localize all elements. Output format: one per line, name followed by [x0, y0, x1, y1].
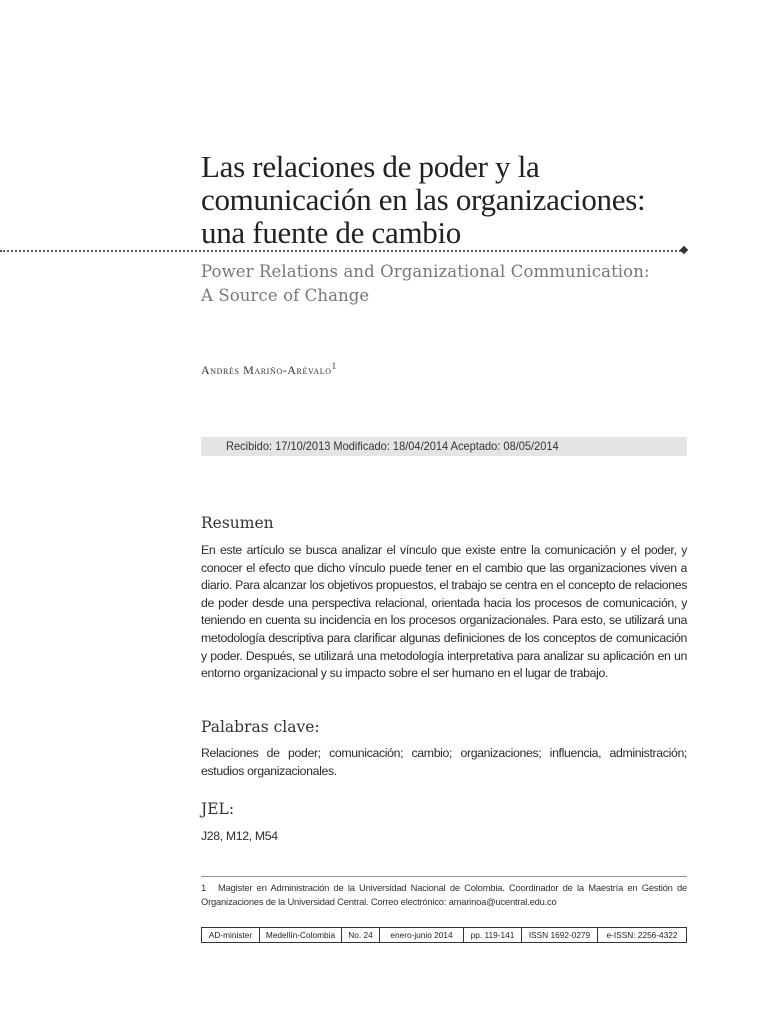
- jel-codes: J28, M12, M54: [201, 829, 278, 843]
- footnote-divider: [201, 876, 687, 877]
- jel-heading: JEL:: [201, 800, 235, 818]
- dates-bar: [201, 437, 687, 456]
- title-line: una fuente de cambio: [201, 215, 461, 250]
- title-line: comunicación en las organizaciones:: [201, 182, 646, 217]
- english-title: [201, 260, 701, 308]
- footnote-number: 1: [201, 882, 207, 893]
- subtitle-line: A Source of Change: [201, 286, 370, 305]
- keywords-text: Relaciones de poder; comunicación; cambio; organizaciones; influencia, administración; estudios organizacionales.: [201, 746, 687, 778]
- footnote-text: Magister en Administración de la Universidad Nacional de Colombia. Coordinador de la Maestría en Gestión de Organizaciones de la Universidad Central. Correo electrónico: amarinoa@ucentral.edu.co: [201, 882, 687, 907]
- author-footnote-mark: 1: [331, 361, 337, 371]
- issn-cell: ISSN 1692-0279: [522, 928, 598, 942]
- journal-name-cell: AD-minister: [202, 928, 260, 942]
- author-line: [201, 361, 337, 378]
- eissn-cell: e-ISSN: 2256-4322: [606, 930, 678, 940]
- title-line: Las relaciones de poder y la: [201, 149, 540, 184]
- period-cell: enero-junio 2014: [380, 928, 464, 942]
- footnote: [201, 881, 687, 908]
- publication-info-table: [201, 927, 687, 943]
- issue-cell: No. 24: [342, 928, 380, 942]
- title-divider: [0, 250, 684, 252]
- submission-dates: Recibido: 17/10/2013 Modificado: 18/04/2014 Aceptado: 08/05/2014: [226, 439, 559, 453]
- article-title: [201, 150, 701, 249]
- city-cell: Medellín-Colombia: [260, 928, 342, 942]
- resumen-text: En este artículo se busca analizar el vínculo que existe entre la comunicación y el poder, y conocer el efecto que dicho vínculo puede tener en el cambio que las organizaciones viven a diario. Para alcanzar los objetivos propuestos, el trabajo se centra en el concepto de relaciones de poder desde una perspectiva relacional, orientada hacia los procesos de comunicación, y teniendo en cuenta su incidencia en los procesos organizacionales. Para esto, se utilizará una metodología descriptiva para clarificar algunas definiciones de los conceptos de comunicación y poder. Después, se utilizará una metodología interpretativa para analizar su aplicación en un entorno organizacional y su impacto sobre el ser humano en el lugar de trabajo.: [201, 543, 687, 681]
- pages-cell: pp. 119-141: [464, 928, 522, 942]
- keywords-heading: Palabras clave:: [201, 718, 320, 736]
- resumen-heading: Resumen: [201, 514, 274, 532]
- subtitle-line: Power Relations and Organizational Communication:: [201, 262, 650, 281]
- author-name: Andrés Mariño-Arévalo: [201, 363, 332, 377]
